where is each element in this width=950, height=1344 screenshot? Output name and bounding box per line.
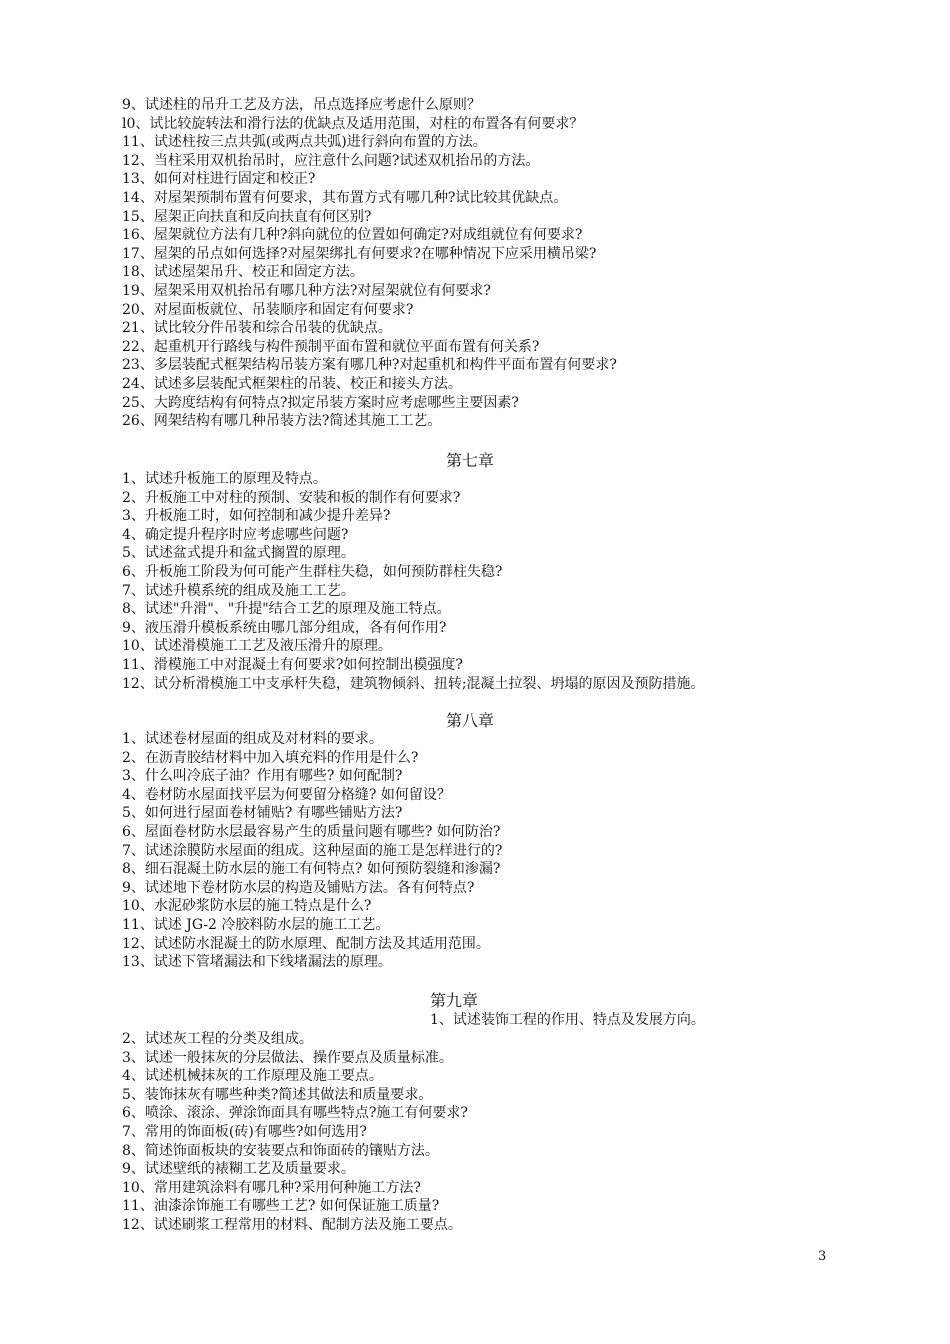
list-item: 6、升板施工阶段为何可能产生群柱失稳，如何预防群柱失稳? (122, 563, 503, 580)
list-item: 9、试述地下卷材防水层的构造及铺贴方法。各有何特点? (122, 879, 475, 896)
chapter7-question-list (122, 470, 842, 693)
list-item: 2、试述灰工程的分类及组成。 (122, 1031, 313, 1047)
list-item: 12、试述刷浆工程常用的材料、配制方法及施工要点。 (122, 1216, 462, 1233)
list-item: 10、试述滑模施工工艺及液压滑升的原理。 (122, 638, 392, 655)
chapter7-heading: 第七章 (446, 451, 495, 470)
list-item: 9、试述壁纸的裱糊工艺及质量要求。 (122, 1161, 355, 1178)
list-item: 4、确定提升程序时应考虑哪些问题? (122, 526, 349, 543)
list-item: 1、试述卷材屋面的组成及对材料的要求。 (122, 731, 383, 747)
list-item: 21、试比较分件吊装和综合吊装的优缺点。 (122, 320, 392, 337)
list-item: 24、试述多层装配式框架柱的吊装、校正和接头方法。 (122, 375, 462, 392)
list-item: 11、油漆涂饰施工有哪些工艺? 如何保证施工质量? (122, 1198, 440, 1215)
list-item: 4、试述机械抹灰的工作原理及施工要点。 (122, 1068, 383, 1085)
list-item: 19、屋架采用双机抬吊有哪几种方法?对屋架就位有何要求? (122, 282, 491, 299)
list-item: l0、试比较旋转法和滑行法的优缺点及适用范围，对柱的布置各有何要求？ (122, 115, 584, 132)
list-item: 6、屋面卷材防水层最容易产生的质量问题有哪些? 如何防治? (122, 823, 501, 840)
list-item: 6、喷涂、滚涂、弹涂饰面具有哪些特点?施工有何要求? (122, 1105, 468, 1122)
list-item: 17、屋架的吊点如何选择?对屋架绑扎有何要求?在哪种情况下应采用横吊梁? (122, 245, 597, 262)
list-item: 10、常用建筑涂料有哪几种?采用何种施工方法? (122, 1179, 421, 1196)
list-item: 2、在沥青胶结材料中加入填充料的作用是什么? (122, 749, 419, 766)
list-item: 7、试述升模系统的组成及施工工艺。 (122, 582, 355, 599)
list-item: 5、如何进行屋面卷材铺贴? 有哪些铺贴方法? (122, 805, 403, 822)
list-item: 12、当柱采用双机抬吊时，应注意什么问题?试述双机抬吊的方法。 (122, 152, 540, 169)
list-item: 9、液压滑升模板系统由哪几部分组成，各有何作用? (122, 619, 447, 636)
list-item: 10、水泥砂浆防水层的施工特点是什么? (122, 898, 372, 915)
list-item: 9、试述柱的吊升工艺及方法，吊点选择应考虑什么原则？ (122, 97, 481, 113)
list-item: 5、装饰抹灰有哪些种类?简述其做法和质量要求。 (122, 1086, 433, 1103)
list-item: 11、滑模施工中对混凝土有何要求?如何控制出模强度? (122, 656, 463, 673)
list-item: 2、升板施工中对柱的预制、安装和板的制作有何要求? (122, 489, 461, 506)
list-item: 14、对屋架预制布置有何要求，其布置方式有哪几种?试比较其优缺点。 (122, 189, 568, 206)
list-item: 8、简述饰面板块的安装要点和饰面砖的镶贴方法。 (122, 1142, 439, 1159)
list-item: 13、如何对柱进行固定和校正? (122, 171, 316, 188)
list-item: 3、升板施工时，如何控制和减少提升差异? (122, 508, 391, 525)
chapter9-heading: 第九章 (430, 991, 479, 1010)
list-item: 12、试述防水混凝土的防水原理、配制方法及其适用范围。 (122, 935, 490, 952)
chapter9-first-item: 1、试述装饰工程的作用、特点及发展方向。 (430, 1012, 705, 1028)
page-number: 3 (818, 1249, 827, 1264)
list-item: 7、试述涂膜防水屋面的组成。这种屋面的施工是怎样进行的? (122, 842, 503, 859)
list-item: 22、起重机开行路线与构件预制平面布置和就位平面布置有何关系? (122, 338, 540, 355)
chapter8-heading: 第八章 (446, 711, 495, 730)
list-item: 3、什么叫冷底子油？作用有哪些? 如何配制? (122, 768, 403, 785)
chapter9-question-list (122, 1030, 842, 1235)
list-item: 5、试述盆式提升和盆式搁置的原理。 (122, 545, 355, 562)
list-item: 8、试述"升滑"、"升提"结合工艺的原理及施工特点。 (122, 601, 451, 618)
list-item: 7、常用的饰面板(砖)有哪些?如何选用? (122, 1123, 367, 1140)
list-item: 11、试述柱按三点共弧(或两点共弧)进行斜向布置的方法。 (122, 134, 487, 151)
list-item: 4、卷材防水屋面找平层为何要留分格缝? 如何留设？ (122, 786, 451, 803)
list-item: 18、试述屋架吊升、校正和固定方法。 (122, 264, 364, 281)
list-item: 12、试分析滑模施工中支承杆失稳，建筑物倾斜、扭转;混凝土拉裂、坍塌的原因及预防措施。 (122, 675, 705, 692)
list-item: 15、屋架正向扶直和反向扶直有何区别? (122, 208, 372, 225)
list-item: 26、网架结构有哪几种吊装方法?简述其施工工艺。 (122, 413, 442, 430)
list-item: 11、试述 JG-2 冷胶料防水层的施工工艺。 (122, 916, 390, 933)
chapter8-question-list (122, 730, 842, 972)
list-item: 16、屋架就位方法有几种?斜向就位的位置如何确定?对成组就位有何要求? (122, 227, 583, 244)
list-item: 3、试述一般抹灰的分层做法、操作要点及质量标准。 (122, 1049, 453, 1066)
chapter6-question-list (122, 96, 842, 431)
list-item: 25、大跨度结构有何特点?拟定吊装方案时应考虑哪些主要因素? (122, 394, 519, 411)
list-item: 13、试述下管堵漏法和下线堵漏法的原理。 (122, 954, 392, 971)
list-item: 20、对屋面板就位、吊装顺序和固定有何要求? (122, 301, 414, 318)
list-item: 8、细石混凝土防水层的施工有何特点? 如何预防裂缝和渗漏? (122, 861, 501, 878)
list-item: 23、多层装配式框架结构吊装方案有哪几种?对起重机和构件平面布置有何要求? (122, 357, 617, 374)
list-item: 1、试述升板施工的原理及特点。 (122, 471, 327, 487)
